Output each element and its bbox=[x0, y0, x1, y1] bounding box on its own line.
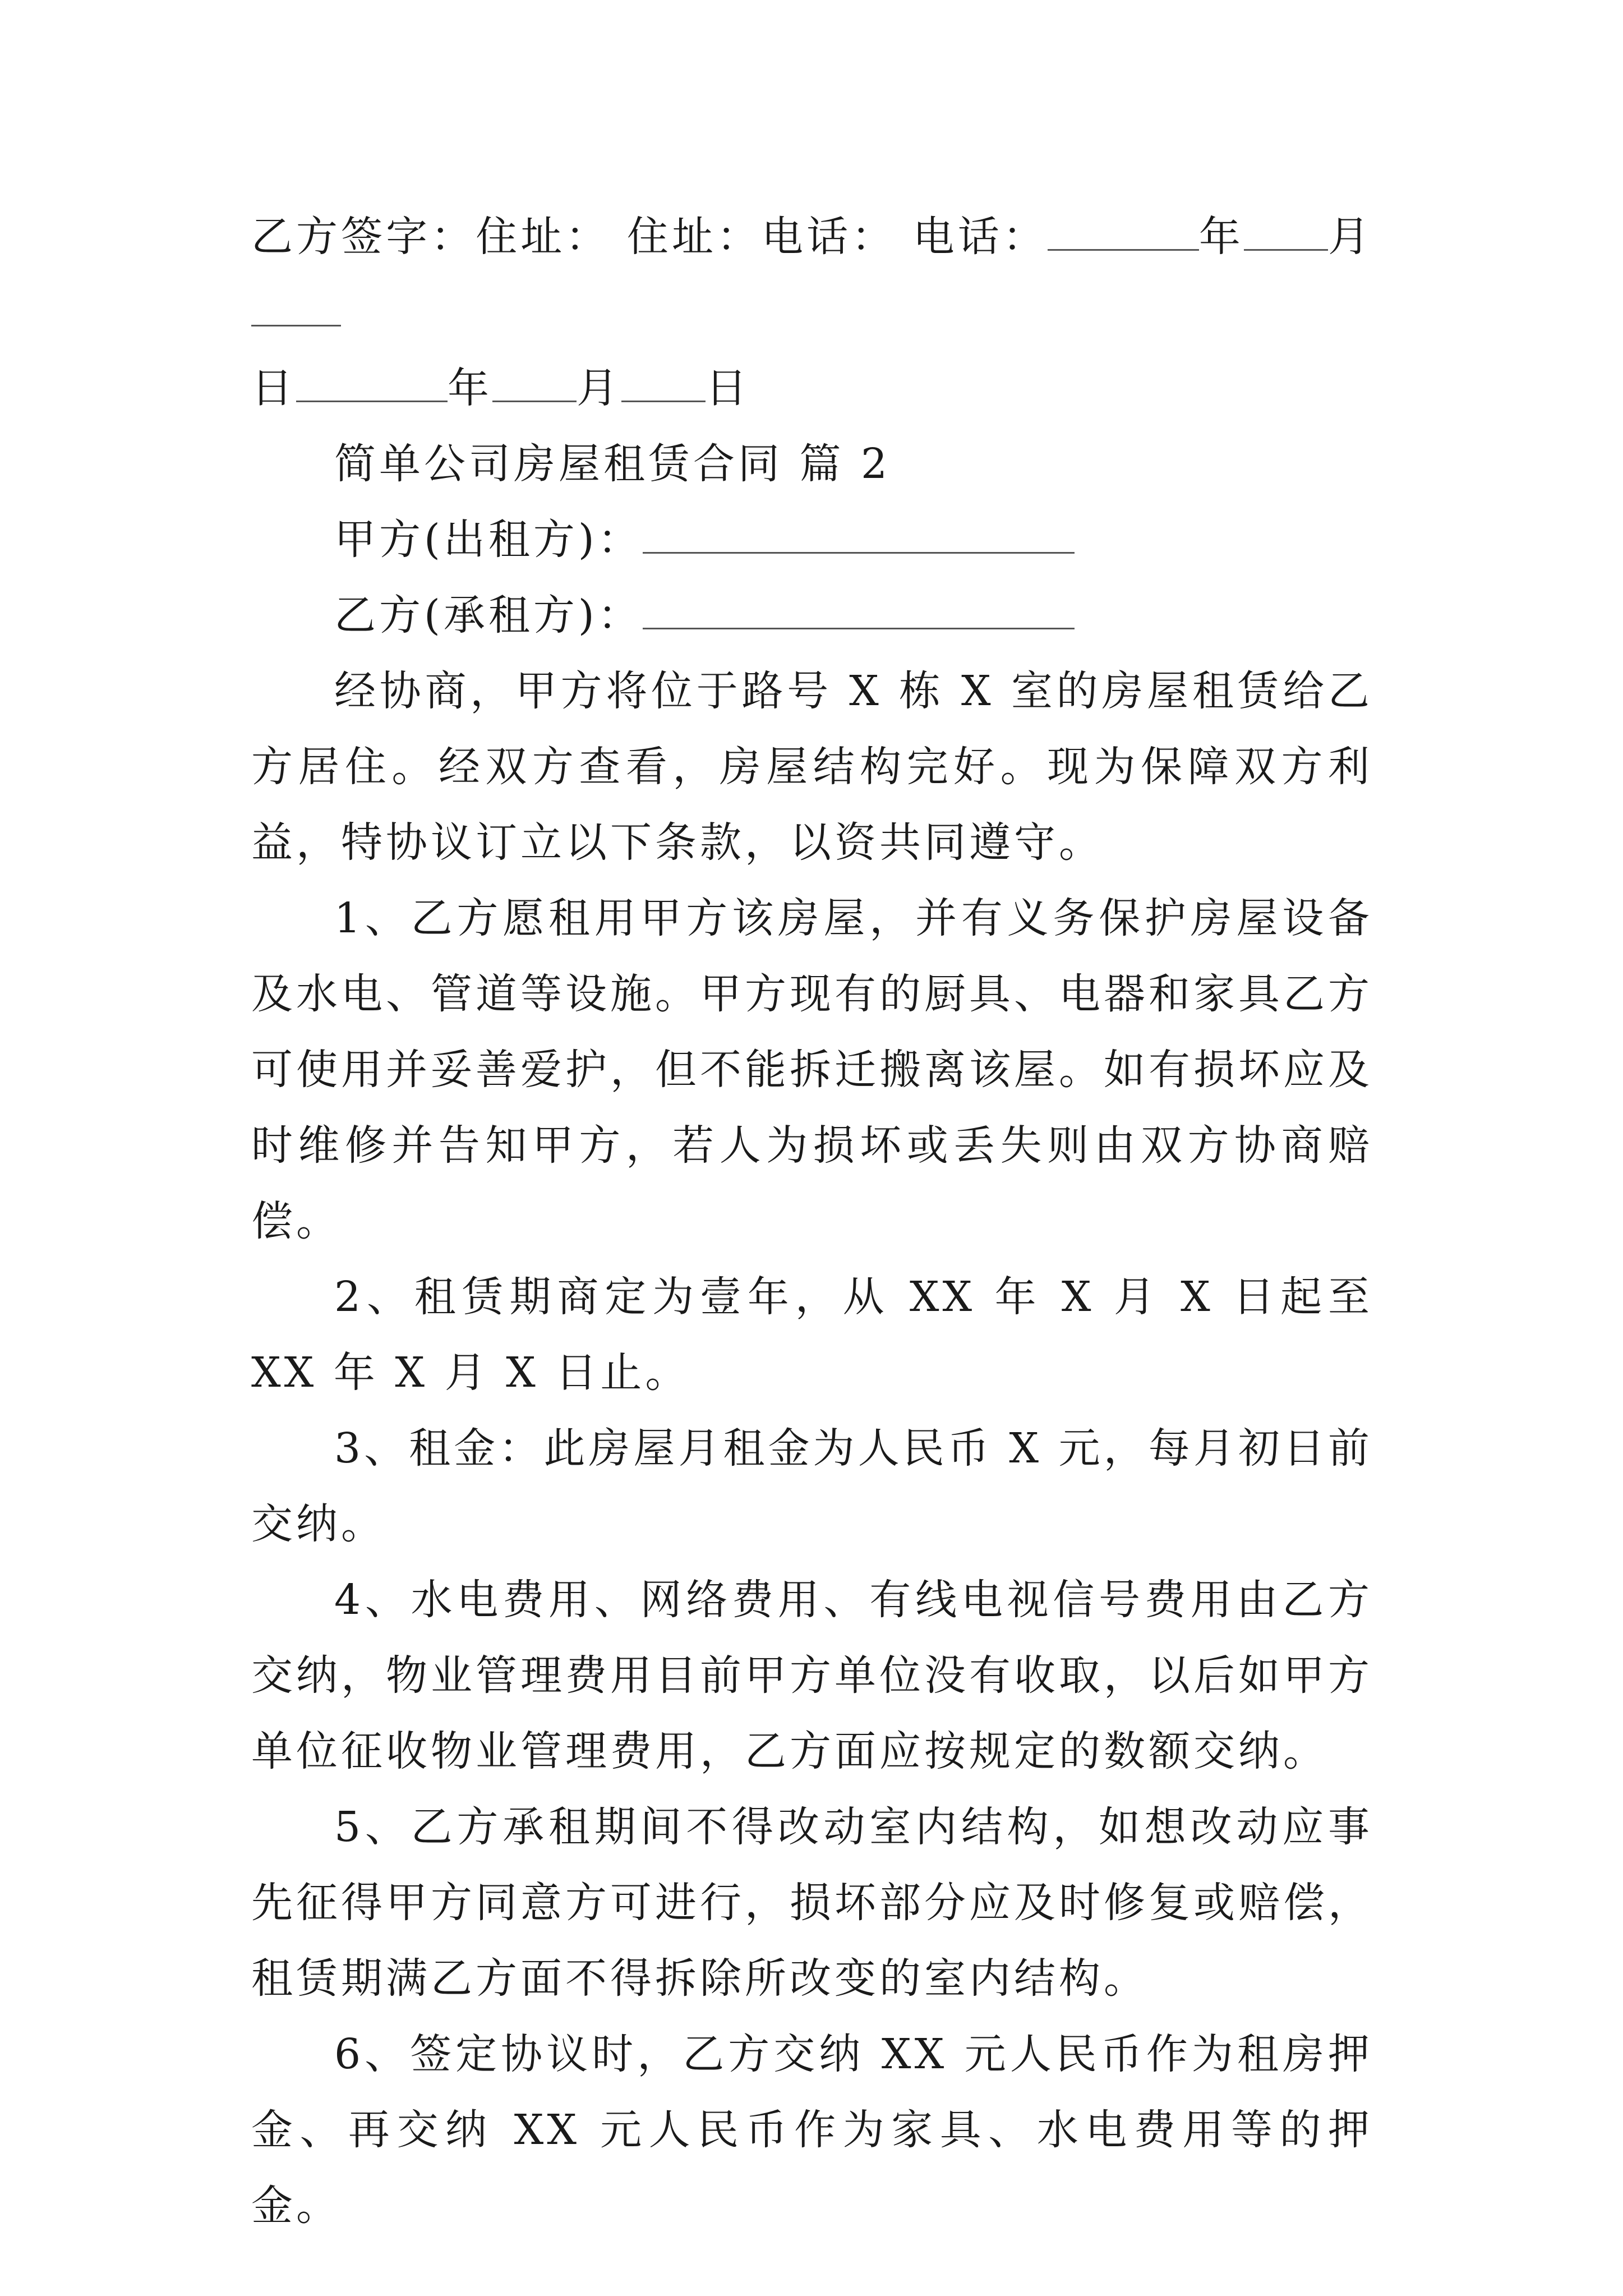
year-label: 年 bbox=[1198, 213, 1244, 261]
month-blank bbox=[1244, 215, 1328, 251]
document-body bbox=[251, 199, 1373, 2244]
party-b-label: 乙方(承租方)： bbox=[334, 591, 643, 639]
month-blank-2 bbox=[492, 367, 577, 402]
year-blank bbox=[1048, 215, 1199, 251]
party-a-label: 甲方(出租方)： bbox=[334, 516, 643, 564]
clause-1: 1、乙方愿租用甲方该房屋，并有义务保护房屋设备及水电、管道等设施。甲方现有的厨具、电器和家具乙方可使用并妥善爱护，但不能拆迁搬离该屋。如有损坏应及时维修并告知甲方，若人为损坏或丢失则由双方协商赔偿。 bbox=[251, 894, 1373, 1245]
year-label-2: 年 bbox=[448, 364, 492, 412]
day-blank-2 bbox=[621, 367, 706, 402]
paragraph-intro: 经协商，甲方将位于路号 X 栋 X 室的房屋租赁给乙方居住。经双方查看，房屋结构完好。现为保障双方利益，特协议订立以下条款，以资共同遵守。 bbox=[251, 667, 1373, 867]
month-label-2: 月 bbox=[577, 364, 621, 412]
section-title: 简单公司房屋租赁合同 篇 2 bbox=[334, 440, 891, 488]
clause-5: 5、乙方承租期间不得改动室内结构，如想改动应事先征得甲方同意方可进行，损坏部分应及时修复或赔偿，租赁期满乙方面不得拆除所改变的室内结构。 bbox=[251, 1803, 1373, 2003]
day-label-2: 日 bbox=[706, 364, 750, 412]
clause-4: 4、水电费用、网络费用、有线电视信号费用由乙方交纳，物业管理费用目前甲方单位没有收取，以后如甲方单位征收物业管理费用，乙方面应按规定的数额交纳。 bbox=[251, 1576, 1373, 1775]
signature-block bbox=[251, 199, 1373, 426]
clause-2: 2、租赁期商定为壹年，从 XX 年 X 月 X 日起至 XX 年 X 月 X 日止。 bbox=[251, 1273, 1373, 1397]
clause-6: 6、签定协议时，乙方交纳 XX 元人民币作为租房押金、再交纳 XX 元人民币作为家具、水电费用等的押金。 bbox=[251, 2030, 1373, 2230]
signature-line-text: 乙方签字：住址： 住址：电话： 电话： bbox=[251, 213, 1048, 261]
month-label: 月 bbox=[1327, 213, 1373, 261]
party-a-line bbox=[251, 502, 1373, 578]
day-blank bbox=[251, 291, 341, 326]
party-b-blank bbox=[643, 594, 1075, 629]
clause-3: 3、租金：此房屋月租金为人民币 X 元，每月初日前交纳。 bbox=[251, 1424, 1373, 1548]
party-b-line bbox=[251, 578, 1373, 654]
day-label: 日 bbox=[251, 364, 296, 412]
party-a-blank bbox=[643, 518, 1075, 554]
year-blank-2 bbox=[296, 367, 448, 402]
